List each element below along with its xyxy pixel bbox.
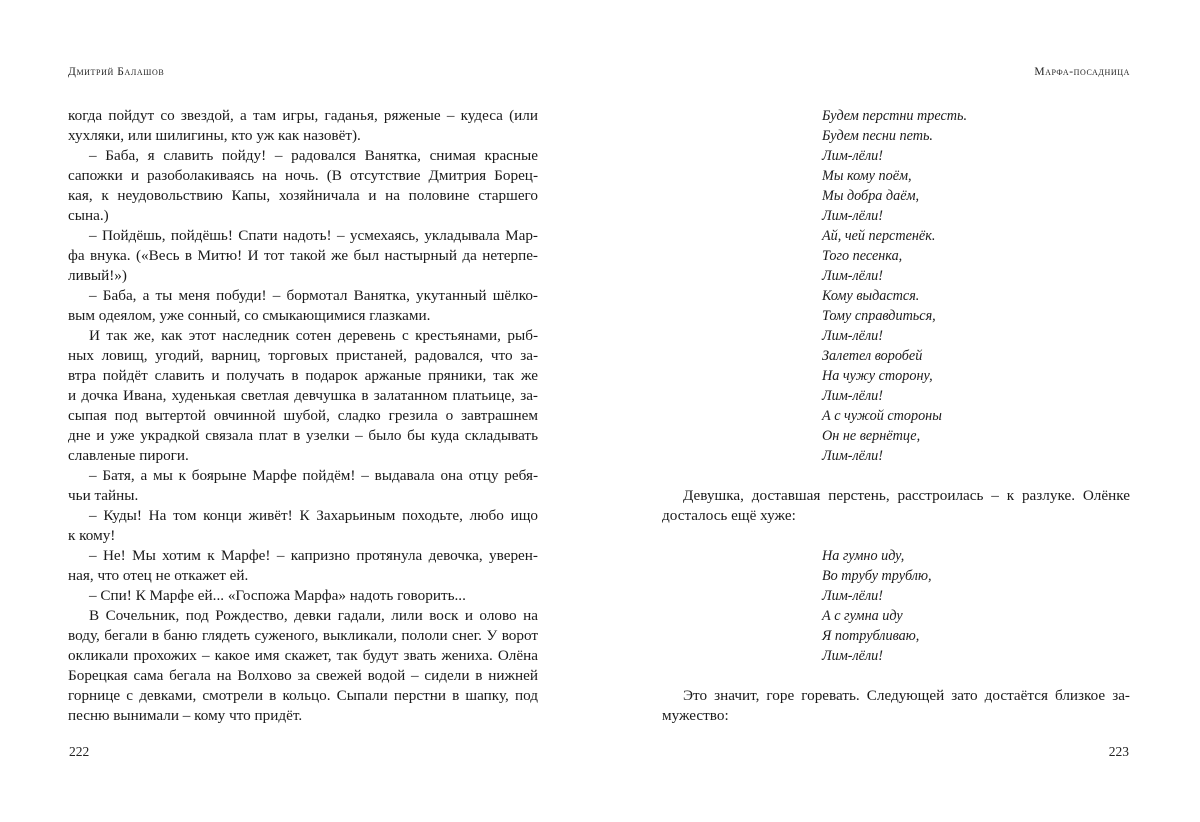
- text-line: – Пойдёшь, пойдёшь! Спати надоть! – усмехаясь, укладывала Мар-: [89, 227, 538, 244]
- text-line: вым одеялом, уже сонный, со смыкающимися глазками.: [68, 307, 431, 324]
- running-head-author: Дмитрий Балашов: [68, 66, 165, 78]
- verse-line: Тому справдиться,: [822, 308, 936, 324]
- verse-line: Залетел воробей: [822, 348, 923, 364]
- text-line: сапожки и разоболакиваясь на ночь. (В отсутствие Дмитрия Борец-: [68, 167, 538, 184]
- text-line: кая, к неудовольствию Капы, хозяйничала и на половине старшего: [68, 187, 538, 204]
- verse-line: На чужу сторону,: [822, 368, 933, 384]
- verse-line: Во трубу трублю,: [822, 568, 932, 584]
- verse-line: Лим-лёли!: [822, 648, 883, 664]
- verse-line: А с гумна иду: [822, 608, 903, 624]
- text-line: – Не! Мы хотим к Марфе! – капризно протянула девочка, уверен-: [89, 547, 538, 564]
- verse-line: Лим-лёли!: [822, 208, 883, 224]
- text-line: – Батя, а мы к боярыне Марфе пойдём! – выдавала она отцу ребя-: [89, 467, 538, 484]
- text-line: когда пойдут со звездой, а там игры, гаданья, ряженые – кудеса (или: [68, 107, 538, 124]
- page-number-left: 222: [69, 744, 90, 759]
- song-verse-1: [822, 106, 967, 466]
- running-head-title: Марфа-посадница: [1034, 66, 1130, 78]
- verse-line: Лим-лёли!: [822, 388, 883, 404]
- verse-line: Лим-лёли!: [822, 328, 883, 344]
- verse-line: А с чужой стороны: [822, 408, 942, 424]
- verse-line: Мы кому поём,: [822, 168, 912, 184]
- text-line: сыпая под вытертой овчинной шубой, сладко грезила о завтрашнем: [68, 407, 538, 424]
- text-line: хухляки, или шилигины, кто уж как назовёт).: [68, 127, 361, 144]
- text-line: и дочка Ивана, худенькая светлая девчушка в залатанном платьице, за-: [68, 387, 538, 404]
- page-number-right: 223: [1108, 744, 1129, 759]
- text-line: В Сочельник, под Рождество, девки гадали, лили воск и олово на: [89, 607, 538, 624]
- text-line: втра пойдёт славить и получать в подарок аржаные пряники, так же: [68, 367, 538, 384]
- text-line: горнице с девками, смотрели в кольцо. Сыпали перстни в шапку, под: [68, 687, 538, 704]
- text-line: ных ловищ, угодий, варниц, торговых пристаней, радовался, что за-: [68, 347, 538, 364]
- text-line: – Баба, я славить пойду! – радовался Ванятка, снимая красные: [89, 147, 538, 164]
- paragraph-after-verse-2: [662, 686, 1130, 726]
- verse-line: Ай, чей перстенёк.: [822, 228, 936, 244]
- text-line: к кому!: [68, 527, 116, 544]
- verse-line: Того песенка,: [822, 248, 903, 264]
- verse-line: Кому выдастся.: [822, 288, 920, 304]
- verse-line: На гумно иду,: [822, 548, 905, 564]
- verse-line: Будем песни петь.: [822, 128, 933, 144]
- text-line: – Спи! К Марфе ей... «Госпожа Марфа» надоть говорить...: [89, 587, 466, 604]
- text-line: дне и уже украдкой связала плат в узелки – было бы куда складывать: [68, 427, 538, 444]
- verse-line: Лим-лёли!: [822, 448, 883, 464]
- text-line: Это значит, горе горевать. Следующей зато достаётся близкое за-: [683, 687, 1130, 704]
- left-body-text: [68, 106, 538, 726]
- verse-line: Лим-лёли!: [822, 148, 883, 164]
- text-line: сына.): [68, 207, 109, 224]
- text-line: мужество:: [662, 707, 729, 724]
- text-line: И так же, как этот наследник сотен деревень с крестьянами, рыб-: [89, 327, 538, 344]
- text-line: Девушка, доставшая перстень, расстроилась – к разлуке. Олёнке: [683, 487, 1130, 504]
- song-verse-2: [822, 546, 932, 666]
- verse-line: Он не вернётце,: [822, 428, 921, 444]
- verse-line: Будем перстни тресть.: [822, 108, 968, 124]
- paragraph-after-verse-1: [662, 486, 1130, 526]
- text-line: Борецкая сама бегала на Волхово за свежей водой – сидели в нижней: [68, 667, 538, 684]
- text-line: ливый!»): [68, 267, 127, 284]
- text-line: песню вынимали – кому что придёт.: [68, 707, 303, 724]
- text-line: окликали прохожих – какое имя скажет, так будут звать жениха. Олёна: [68, 647, 538, 664]
- text-line: чьи тайны.: [68, 487, 139, 504]
- verse-line: Я потрубливаю,: [822, 628, 920, 644]
- text-line: – Баба, а ты меня побуди! – бормотал Ванятка, укутанный шёлко-: [89, 287, 538, 304]
- text-line: воду, бегали в баню глядеть суженого, выкликали, пололи снег. У ворот: [68, 627, 538, 644]
- text-line: фа внука. («Весь в Митю! И тот такой же был настырный да нетерпе-: [68, 247, 538, 264]
- text-line: ная, что отец не откажет ей.: [68, 567, 249, 584]
- verse-line: Лим-лёли!: [822, 588, 883, 604]
- right-page: [600, 0, 1200, 822]
- text-line: досталось ещё хуже:: [662, 507, 796, 524]
- verse-line: Лим-лёли!: [822, 268, 883, 284]
- verse-line: Мы добра даём,: [822, 188, 920, 204]
- text-line: славленые пироги.: [68, 447, 189, 464]
- text-line: – Куды! На том конци живёт! К Захарьиным походьте, любо ищо: [89, 507, 538, 524]
